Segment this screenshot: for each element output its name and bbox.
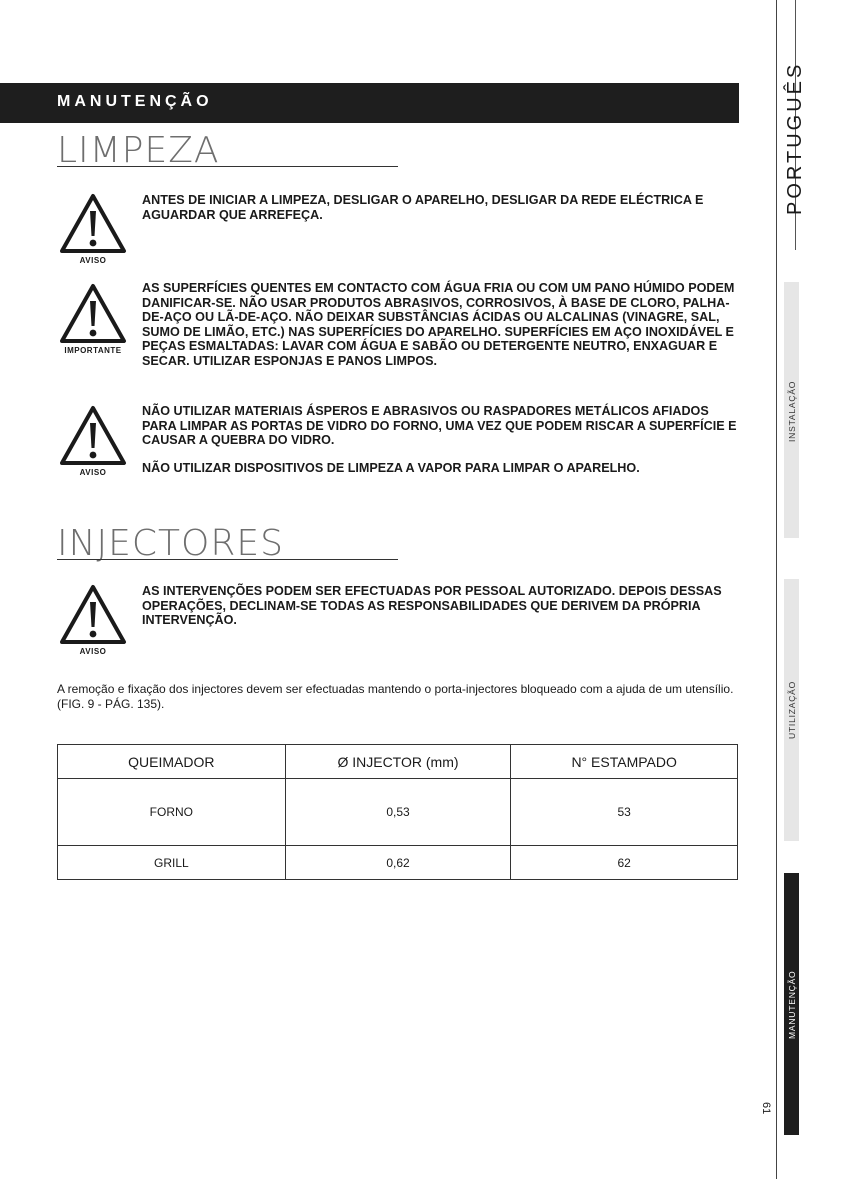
table-cell-estampado: 62	[511, 846, 738, 880]
warning-text-1: ANTES DE INICIAR A LIMPEZA, DESLIGAR O APARELHO, DESLIGAR DA REDE ELÉCTRICA E AGUARDAR QUE ARREFEÇA.	[142, 193, 704, 222]
warning-text-4: AS INTERVENÇÕES PODEM SER EFECTUADAS POR PESSOAL AUTORIZADO. DEPOIS DESSAS OPERAÇÕES, DECLINAM-SE TODAS AS RESPONSABILIDADES QUE DERIVEM DA PRÓPRIA INTERVENÇÃO.	[142, 584, 722, 628]
page-number-text: 61	[760, 1102, 772, 1115]
language-text: PORTUGUÊS	[784, 61, 806, 215]
tab-label: INSTALAÇÃO	[787, 380, 797, 442]
limpeza-title: LIMPEZA	[57, 130, 220, 171]
table-header-queimador: QUEIMADOR	[58, 745, 286, 779]
injectores-title-rule	[57, 559, 398, 560]
tab-utilizacao[interactable]	[784, 579, 799, 841]
sidebar-divider	[776, 0, 777, 1179]
warning-triangle-icon	[59, 283, 127, 345]
tab-instalacao[interactable]	[784, 282, 799, 538]
table-cell-queimador: FORNO	[58, 779, 286, 846]
warning-triangle-icon	[59, 584, 127, 646]
table-row	[58, 846, 738, 880]
warning-label: AVISO	[79, 256, 107, 265]
tab-manutencao[interactable]	[784, 873, 799, 1135]
warning-block-2	[55, 283, 131, 355]
table-header-estampado: N° ESTAMPADO	[511, 745, 738, 779]
table-cell-injector: 0,62	[285, 846, 511, 880]
warning-block-1	[55, 193, 131, 265]
warning-label: IMPORTANTE	[64, 346, 122, 355]
table-cell-estampado: 53	[511, 779, 738, 846]
warning-triangle-icon	[59, 405, 127, 467]
warning-block-3	[55, 405, 131, 477]
injectores-title: INJECTORES	[57, 523, 284, 564]
warning-text-2: AS SUPERFÍCIES QUENTES EM CONTACTO COM ÁGUA FRIA OU COM UM PANO HÚMIDO PODEM DANIFICAR-SE. NÃO USAR PRODUTOS ABRASIVOS, CORROSIVOS, À BASE DE CLORO, PALHA-DE-AÇO OU LÃ-DE-AÇO. NÃO DEIXAR SUBSTÂNCIAS ÁCIDAS OU ALCALINAS (VINAGRE, SAL, SUMO DE LIMÃO, ETC.) NAS SUPERFÍCIES DO APARELHO. SUPERFÍCIES EM AÇO INOXIDÁVEL E PEÇAS ESMALTADAS: LAVAR COM ÁGUA E SABÃO OU DETERGENTE NEUTRO, ENXAGUAR E SECAR. UTILIZAR ESPONJAS E PANOS LIMPOS.	[142, 281, 735, 368]
table-cell-queimador: GRILL	[58, 846, 286, 880]
page-number	[760, 1100, 774, 1120]
injector-table	[57, 744, 738, 880]
table-header-row	[58, 745, 738, 779]
injectores-body-text: A remoção e fixação dos injectores devem ser efectuadas mantendo o porta-injectores bloqueado com a ajuda de um utensílio. (FIG. 9 - PÁG. 135).	[57, 682, 734, 711]
tab-label: MANUTENÇÃO	[787, 970, 797, 1039]
table-header-injector: Ø INJECTOR (mm)	[285, 745, 511, 779]
tab-label: UTILIZAÇÃO	[787, 680, 797, 739]
warning-label: AVISO	[79, 647, 107, 656]
warning-text-3b: NÃO UTILIZAR DISPOSITIVOS DE LIMPEZA A VAPOR PARA LIMPAR O APARELHO.	[142, 461, 640, 475]
warning-triangle-icon	[59, 193, 127, 255]
warning-label: AVISO	[79, 468, 107, 477]
warning-block-4	[55, 584, 131, 656]
table-cell-injector: 0,53	[285, 779, 511, 846]
section-header-bar	[0, 83, 739, 123]
warning-text-3a: NÃO UTILIZAR MATERIAIS ÁSPEROS E ABRASIVOS OU RASPADORES METÁLICOS AFIADOS PARA LIMPAR AS PORTAS DE VIDRO DO FORNO, UMA VEZ QUE PODEM RISCAR A SUPERFÍCIE E CAUSAR A QUEBRA DO VIDRO.	[142, 404, 737, 448]
section-header-label: MANUTENÇÃO	[57, 93, 213, 110]
limpeza-title-rule	[57, 166, 398, 167]
table-row	[58, 779, 738, 846]
